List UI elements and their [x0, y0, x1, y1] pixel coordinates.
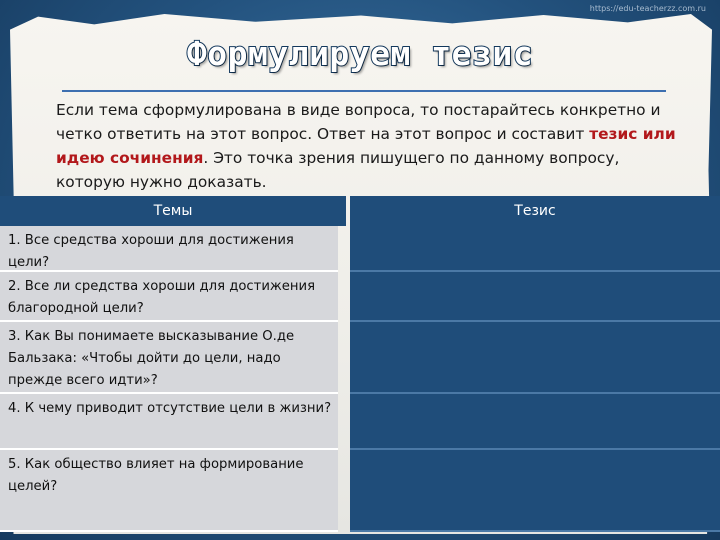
- intro-paragraph: [56, 98, 678, 194]
- thesis-cell[interactable]: [350, 394, 720, 450]
- thesis-cell[interactable]: [350, 226, 720, 272]
- table-row: [0, 322, 720, 394]
- slide-title: Формулируем тезис: [186, 34, 534, 73]
- table-header-row: [0, 196, 720, 226]
- thesis-cell[interactable]: [350, 272, 720, 322]
- intro-text-part2: . Это точка зрения пишущего по данному вопросу, которую нужно доказать.: [56, 149, 620, 191]
- thesis-cell[interactable]: [350, 450, 720, 532]
- table-row: [0, 226, 720, 272]
- header-topics: Темы: [0, 196, 346, 226]
- intro-highlight: тезис или идею сочинения: [56, 125, 676, 167]
- title-divider: [62, 90, 666, 92]
- table-row: [0, 394, 720, 450]
- header-thesis: Тезис: [350, 196, 720, 226]
- table-row: [0, 450, 720, 532]
- intro-text-part1: Если тема сформулирована в виде вопроса, то постарайтесь конкретно и четко ответить на этот вопрос. Ответ на этот вопрос и составит: [56, 101, 661, 143]
- watermark-url: https://edu-teacherzz.com.ru: [589, 4, 706, 13]
- table-row: [0, 272, 720, 322]
- thesis-table: [0, 196, 720, 532]
- thesis-cell[interactable]: [350, 322, 720, 394]
- topic-cell: 3. Как Вы понимаете высказывание О.де Бальзака: «Чтобы дойти до цели, надо прежде всего идти»?: [0, 322, 338, 394]
- topic-cell: 2. Все ли средства хороши для достижения благородной цели?: [0, 272, 338, 322]
- topic-cell: 1. Все средства хороши для достижения цели?: [0, 226, 338, 272]
- topic-cell: 5. Как общество влияет на формирование целей?: [0, 450, 338, 532]
- topic-cell: 4. К чему приводит отсутствие цели в жизни?: [0, 394, 338, 450]
